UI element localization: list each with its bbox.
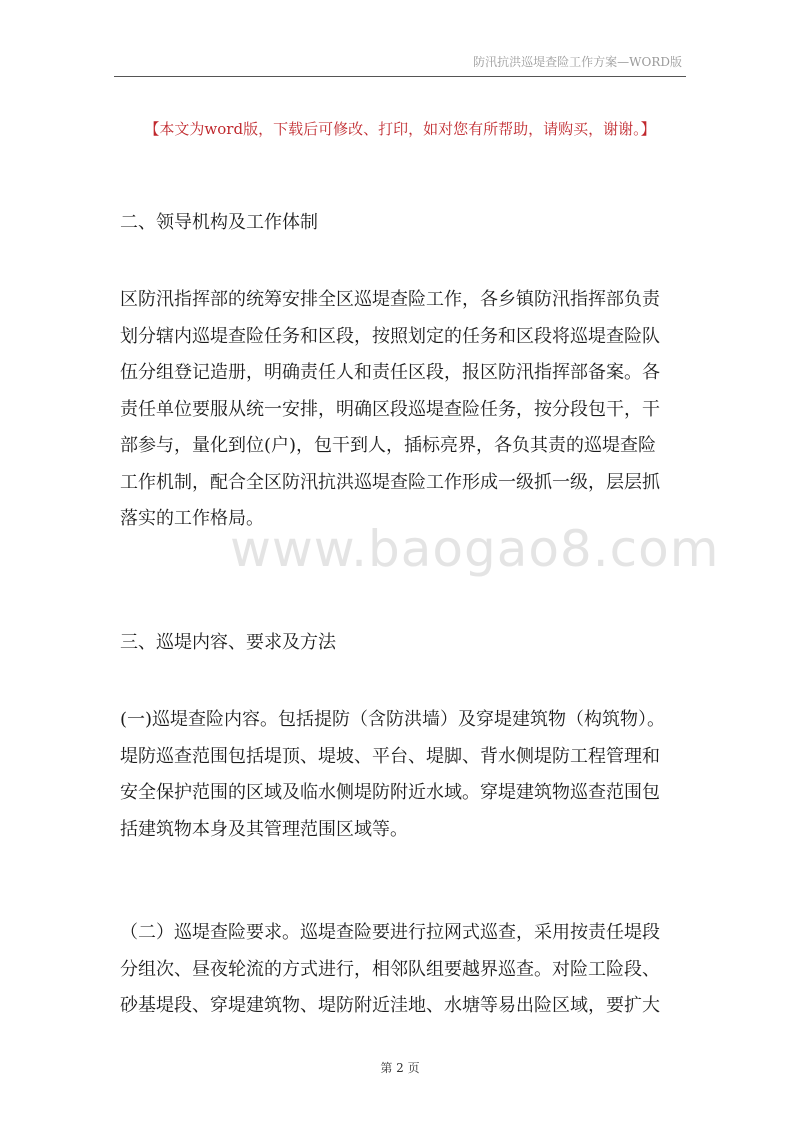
watermark-text: www.baogao8.com xyxy=(230,520,720,578)
paragraph-line: 划分辖内巡堤查险任务和区段，按照划定的任务和区段将巡堤查险队 xyxy=(120,325,660,347)
paragraph-line: 部参与，量化到位(户)，包干到人，插标亮界，各负其责的巡堤查险 xyxy=(120,435,657,456)
paragraph-line: （二）巡堤查险要求。巡堤查险要进行拉网式巡查，采用按责任堤段 xyxy=(120,922,660,943)
paragraph-line: 落实的工作格局。 xyxy=(120,508,264,529)
paragraph-line: 责任单位要服从统一安排，明确区段巡堤查险任务，按分段包干，干 xyxy=(120,398,660,420)
section-heading-3: 三、巡堤内容、要求及方法 xyxy=(120,632,336,653)
paragraph-line: 工作机制，配合全区防汛抗洪巡堤查险工作形成一级抓一级，层层抓 xyxy=(120,471,660,493)
paragraph-line: 区防汛指挥部的统筹安排全区巡堤查险工作，各乡镇防汛指挥部负责 xyxy=(120,289,660,310)
paragraph-line: 伍分组登记造册，明确责任人和责任区段，报区防汛指挥部备案。各 xyxy=(120,362,660,383)
paragraph-line: 安全保护范围的区域及临水侧堤防附近水域。穿堤建筑物巡查范围包 xyxy=(120,782,660,803)
paragraph-inspection-content xyxy=(120,702,690,848)
running-header-title: 防汛抗洪巡堤查险工作方案—WORD版 xyxy=(473,55,682,69)
purchase-notice: 【本文为word版，下载后可修改、打印，如对您有所帮助，请购买，谢谢。】 xyxy=(144,120,656,138)
paragraph-line: 分组次、昼夜轮流的方式进行，相邻队组要越界巡查。对险工险段、 xyxy=(120,958,660,980)
section-heading-2: 二、领导机构及工作体制 xyxy=(120,212,318,233)
page-number: 第 2 页 xyxy=(380,1061,420,1075)
header-divider xyxy=(114,76,686,77)
paragraph-line: 括建筑物本身及其管理范围区域等。 xyxy=(120,818,408,840)
paragraph-line: (一)巡堤查险内容。包括提防（含防洪墙）及穿堤建筑物（构筑物）。 xyxy=(120,709,666,730)
paragraph-line: 砂基堤段、穿堤建筑物、堤防附近洼地、水塘等易出险区域，要扩大 xyxy=(120,995,660,1016)
paragraph-leadership xyxy=(120,282,690,538)
paragraph-line: 堤防巡查范围包括堤顶、堤坡、平台、堤脚、背水侧堤防工程管理和 xyxy=(120,745,660,767)
paragraph-inspection-requirements xyxy=(120,915,690,1025)
